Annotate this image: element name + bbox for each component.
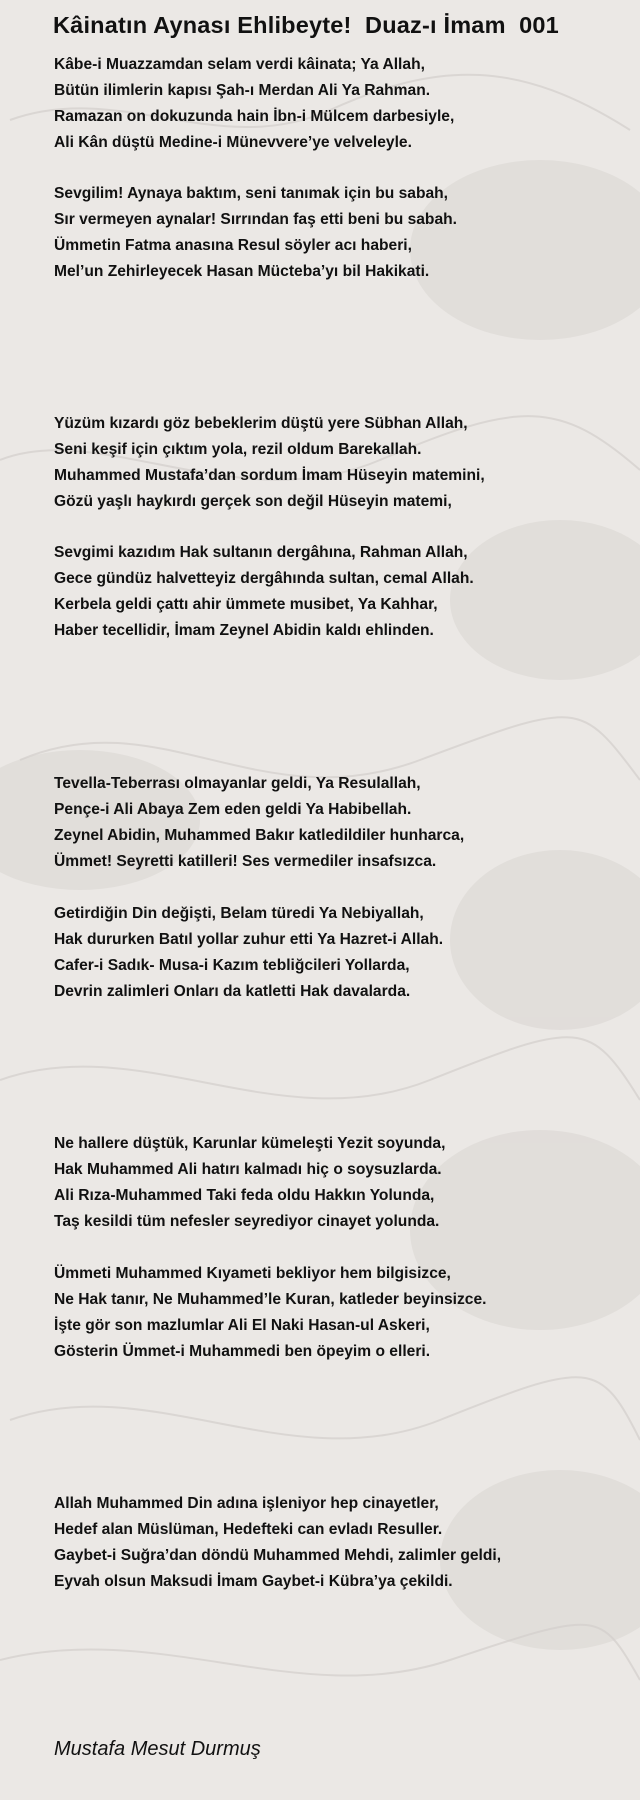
- verse-line: Gece gündüz halvetteyiz dergâhında sultan, cemal Allah.: [54, 570, 474, 587]
- verse-line: Pençe-i Ali Abaya Zem eden geldi Ya Habibellah.: [54, 801, 412, 818]
- stanza-6: [54, 901, 634, 1005]
- verse-line: Hak Muhammed Ali hatırı kalmadı hiç o soysuzlarda.: [54, 1161, 442, 1178]
- verse-line: Sevgimi kazıdım Hak sultanın dergâhına, Rahman Allah,: [54, 544, 468, 561]
- verse-line: Kâbe-i Muazzamdan selam verdi kâinata; Ya Allah,: [54, 56, 425, 73]
- stanza-7: [54, 1131, 634, 1235]
- verse-line: Hak dururken Batıl yollar zuhur etti Ya Hazret-i Allah.: [54, 931, 444, 948]
- author-name: Mustafa Mesut Durmuş: [54, 1738, 261, 1760]
- verse-line: Mel’un Zehirleyecek Hasan Mücteba’yı bil Hakikati.: [54, 263, 430, 280]
- verse-line: Yüzüm kızardı göz bebeklerim düştü yere Sübhan Allah,: [54, 415, 468, 432]
- verse-line: Sır vermeyen aynalar! Sırrından faş etti beni bu sabah.: [54, 211, 457, 228]
- verse-line: Ramazan on dokuzunda hain İbn-i Mülcem darbesiyle,: [54, 108, 455, 125]
- verse-line: Kerbela geldi çattı ahir ümmete musibet, Ya Kahhar,: [54, 596, 438, 613]
- stanza-8: [54, 1261, 634, 1365]
- verse-line: Haber tecellidir, İmam Zeynel Abidin kaldı ehlinden.: [54, 622, 434, 639]
- verse-line: Allah Muhammed Din adına işleniyor hep cinayetler,: [54, 1495, 439, 1512]
- stanza-1: [54, 52, 634, 156]
- verse-line: Ümmetin Fatma anasına Resul söyler acı haberi,: [54, 237, 412, 254]
- verse-line: Tevella-Teberrası olmayanlar geldi, Ya Resulallah,: [54, 775, 421, 792]
- verse-line: Zeynel Abidin, Muhammed Bakır katledildiler hunharca,: [54, 827, 465, 844]
- verse-line: Gözü yaşlı haykırdı gerçek son değil Hüseyin matemi,: [54, 493, 452, 510]
- verse-line: Getirdiğin Din değişti, Belam türedi Ya Nebiyallah,: [54, 905, 424, 922]
- verse-line: Ali Kân düştü Medine-i Münevvere’ye velveleyle.: [54, 134, 412, 151]
- stanza-9: [54, 1491, 634, 1595]
- verse-line: Bütün ilimlerin kapısı Şah-ı Merdan Ali Ya Rahman.: [54, 82, 431, 99]
- verse-line: Ümmet! Seyretti katilleri! Ses vermediler insafsızca.: [54, 853, 437, 870]
- verse-line: Ali Rıza-Muhammed Taki feda oldu Hakkın Yolunda,: [54, 1187, 435, 1204]
- verse-line: Taş kesildi tüm nefesler seyrediyor cinayet yolunda.: [54, 1213, 440, 1230]
- verse-line: Ne Hak tanır, Ne Muhammed’le Kuran, katleder beyinsizce.: [54, 1291, 487, 1308]
- poem-title: Kâinatın Aynası Ehlibeyte! Duaz-ı İmam 001: [53, 12, 559, 38]
- verse-line: Gösterin Ümmet-i Muhammedi ben öpeyim o elleri.: [54, 1343, 431, 1360]
- stanza-3: [54, 411, 634, 515]
- verse-line: Muhammed Mustafa’dan sordum İmam Hüseyin matemini,: [54, 467, 485, 484]
- verse-line: Gaybet-i Suğra’dan döndü Muhammed Mehdi, zalimler geldi,: [54, 1547, 502, 1564]
- stanza-2: [54, 181, 634, 285]
- stanza-5: [54, 771, 634, 875]
- verse-line: Sevgilim! Aynaya baktım, seni tanımak için bu sabah,: [54, 185, 449, 202]
- verse-line: Hedef alan Müslüman, Hedefteki can evladı Resuller.: [54, 1521, 443, 1538]
- verse-line: Devrin zalimleri Onları da katletti Hak davalarda.: [54, 983, 411, 1000]
- verse-line: İşte gör son mazlumlar Ali El Naki Hasan-ul Askeri,: [54, 1317, 430, 1334]
- verse-line: Ne hallere düştük, Karunlar kümeleşti Yezit soyunda,: [54, 1135, 446, 1152]
- verse-line: Seni keşif için çıktım yola, rezil oldum Barekallah.: [54, 441, 422, 458]
- verse-line: Ümmeti Muhammed Kıyameti bekliyor hem bilgisizce,: [54, 1265, 451, 1282]
- verse-line: Cafer-i Sadık- Musa-i Kazım tebliğcileri Yollarda,: [54, 957, 410, 974]
- stanza-4: [54, 540, 634, 644]
- verse-line: Eyvah olsun Maksudi İmam Gaybet-i Kübra’ya çekildi.: [54, 1573, 453, 1590]
